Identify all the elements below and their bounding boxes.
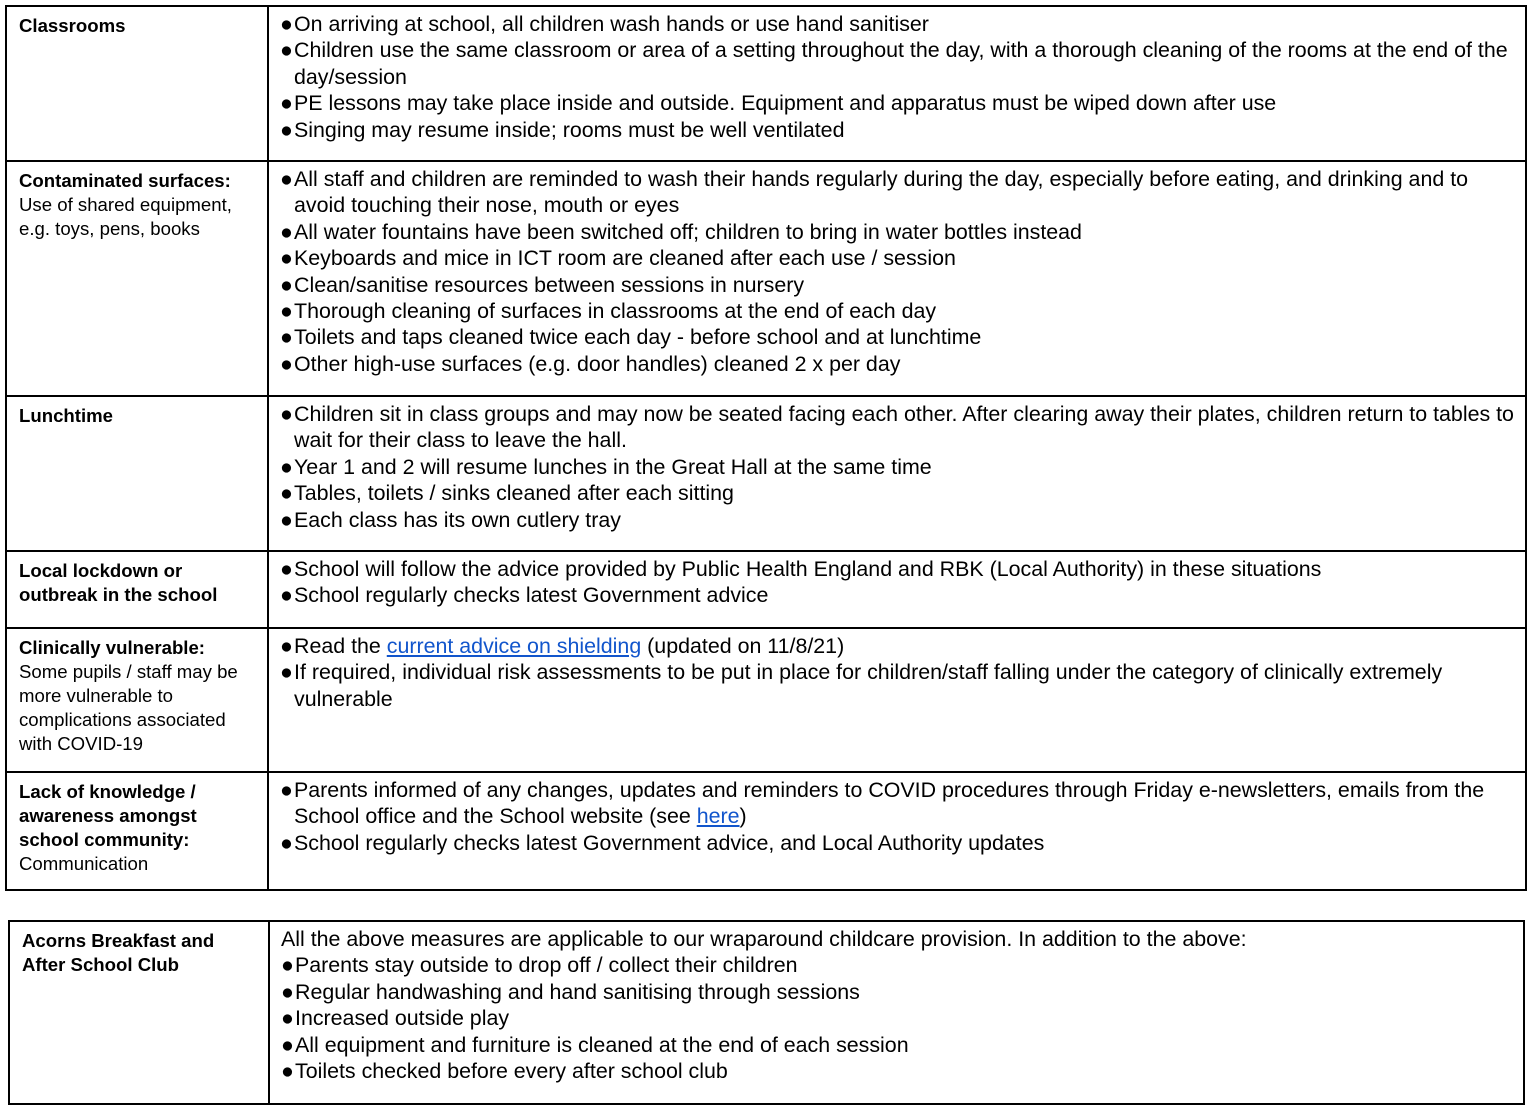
measure-item: [280, 166, 1517, 219]
measure-text: Children sit in class groups and may now be seated facing each other. After clearing away their plates, children return to tables to wait for their class to leave the hall.: [294, 402, 1514, 453]
measure-text: School regularly checks latest Government advice, and Local Authority updates: [294, 830, 1045, 855]
bullet-icon: ●: [280, 117, 293, 142]
row-acorns-club: [9, 921, 1524, 1104]
bullet-icon: ●: [280, 325, 293, 350]
measure-text: (updated on 11/8/21): [641, 634, 845, 658]
measures-list-acorns-club: [281, 952, 1515, 1084]
bullet-icon: ●: [280, 481, 293, 506]
area-cell-lack-of-knowledge: [6, 772, 268, 890]
measure-text: Parents stay outside to drop off / collect their children: [295, 953, 798, 978]
area-title-classrooms: Classrooms: [19, 15, 126, 36]
row-lunchtime: [6, 396, 1526, 551]
bullet-icon: ●: [280, 351, 293, 376]
row-local-lockdown: [6, 551, 1526, 628]
bullet-icon: ●: [280, 507, 293, 532]
measure-item: [280, 401, 1517, 454]
measure-item: [281, 1005, 1515, 1031]
measure-item: [281, 1058, 1515, 1084]
measure-text: Tables, toilets / sinks cleaned after each sitting: [294, 481, 734, 506]
row-lack-of-knowledge: [6, 772, 1526, 890]
measure-text: All equipment and furniture is cleaned at the end of each session: [295, 1032, 909, 1057]
measure-text: Clean/sanitise resources between sessions in nursery: [294, 272, 805, 297]
measures-cell-clinically-vulnerable: [268, 628, 1526, 772]
area-title-clinically-vulnerable: Clinically vulnerable:: [19, 637, 206, 658]
measure-text: Keyboards and mice in ICT room are cleaned after each use / session: [294, 246, 956, 271]
bullet-icon: ●: [281, 1006, 294, 1031]
measure-item: [280, 777, 1517, 830]
measure-item: [280, 830, 1517, 856]
bullet-icon: ●: [280, 12, 293, 36]
measures-cell-lunchtime: [268, 396, 1526, 551]
bullet-icon: ●: [280, 778, 293, 802]
measure-text: Other high-use surfaces (e.g. door handles) cleaned 2 x per day: [294, 351, 901, 376]
measure-text: PE lessons may take place inside and outside. Equipment and apparatus must be wiped down after use: [294, 91, 1277, 116]
measures-cell-lack-of-knowledge: [268, 772, 1526, 890]
measure-item: [280, 324, 1517, 350]
measure-item: [280, 659, 1517, 712]
measure-text: All water fountains have been switched off; children to bring in water bottles instead: [294, 219, 1082, 244]
measures-list-lack-of-knowledge: [280, 777, 1517, 856]
bullet-icon: ●: [280, 91, 293, 116]
bullet-icon: ●: [280, 660, 293, 685]
measure-text: All staff and children are reminded to wash their hands regularly during the day, especially before eating, and drinking and to avoid touching their nose, mouth or eyes: [294, 167, 1469, 218]
measure-item: [280, 454, 1517, 480]
measure-item: [280, 245, 1517, 271]
measure-item: [280, 272, 1517, 298]
measure-text: If required, individual risk assessments to be put in place for children/staff falling under the category of clinically extremely vulnerable: [294, 660, 1443, 711]
measure-item: [281, 979, 1515, 1005]
measures-list-clinically-vulnerable: [280, 633, 1517, 712]
area-cell-acorns-club: [9, 921, 269, 1104]
bullet-icon: ●: [280, 272, 293, 297]
measures-list-lunchtime: [280, 401, 1517, 533]
measure-item: [280, 298, 1517, 324]
area-cell-clinically-vulnerable: [6, 628, 268, 772]
measure-text: Regular handwashing and hand sanitising through sessions: [295, 979, 860, 1004]
measure-text: On arriving at school, all children wash hands or use hand sanitiser: [294, 12, 929, 36]
bullet-icon: ●: [280, 583, 293, 608]
measures-cell-acorns-club: [269, 921, 1524, 1104]
measures-list-classrooms: [280, 11, 1517, 143]
bullet-icon: ●: [281, 979, 294, 1004]
area-title-lunchtime: Lunchtime: [19, 405, 114, 426]
measure-text: Toilets and taps cleaned twice each day - before school and at lunchtime: [294, 325, 982, 350]
area-cell-local-lockdown: [6, 551, 268, 628]
measure-text: School will follow the advice provided by Public Health England and RBK (Local Authority) in these situations: [294, 557, 1322, 581]
area-detail-clinically-vulnerable: Some pupils / staff may be more vulnerable to complications associated with COVID-19: [19, 661, 238, 754]
measure-item: [280, 351, 1517, 377]
area-cell-classrooms: [6, 6, 268, 161]
area-cell-lunchtime: [6, 396, 268, 551]
measure-item: [280, 582, 1517, 608]
measure-item: [281, 952, 1515, 978]
measure-text: Toilets checked before every after school club: [295, 1059, 728, 1084]
area-detail-lack-of-knowledge: Communication: [19, 853, 149, 874]
bullet-icon: ●: [281, 1059, 294, 1084]
school-website-link[interactable]: here: [696, 804, 740, 829]
measure-text: Increased outside play: [295, 1006, 510, 1031]
measure-item: [281, 1032, 1515, 1058]
area-title-contaminated-surfaces: Contaminated surfaces:: [19, 170, 231, 191]
measure-text: Year 1 and 2 will resume lunches in the Great Hall at the same time: [294, 454, 932, 479]
measure-text: Read the: [294, 634, 387, 658]
measure-item: [280, 117, 1517, 143]
measure-text: School regularly checks latest Government advice: [294, 583, 769, 608]
bullet-icon: ●: [281, 1032, 294, 1057]
measure-item: [280, 480, 1517, 506]
bullet-icon: ●: [280, 246, 293, 271]
bullet-icon: ●: [280, 219, 293, 244]
measure-item: [280, 556, 1517, 582]
acorns-intro-text: All the above measures are applicable to our wraparound childcare provision. In addition to the above:: [281, 927, 1247, 951]
row-classrooms: [6, 6, 1526, 161]
measure-text: Children use the same classroom or area of a setting throughout the day, with a thorough cleaning of the rooms at the end of the day/session: [294, 38, 1508, 89]
measures-cell-contaminated-surfaces: [268, 161, 1526, 396]
row-clinically-vulnerable: [6, 628, 1526, 772]
measure-text: ): [739, 804, 747, 829]
bullet-icon: ●: [280, 557, 293, 581]
bullet-icon: ●: [280, 402, 293, 426]
acorns-club-table: [8, 920, 1525, 1105]
bullet-icon: ●: [280, 634, 293, 658]
measure-item: [280, 633, 1517, 659]
measure-text: Thorough cleaning of surfaces in classrooms at the end of each day: [294, 299, 937, 324]
measures-list-local-lockdown: [280, 556, 1517, 609]
measures-cell-local-lockdown: [268, 551, 1526, 628]
area-title-acorns-club: Acorns Breakfast and After School Club: [22, 930, 215, 975]
measure-text: Parents informed of any changes, updates and reminders to COVID procedures through Friday e-newsletters, emails from the School office and the School website (see: [294, 778, 1485, 829]
bullet-icon: ●: [280, 830, 293, 855]
measure-item: [280, 37, 1517, 90]
bullet-icon: ●: [280, 167, 293, 191]
measure-item: [280, 507, 1517, 533]
measure-item: [280, 90, 1517, 116]
measure-text: Singing may resume inside; rooms must be well ventilated: [294, 117, 845, 142]
area-title-local-lockdown: Local lockdown or outbreak in the school: [19, 560, 218, 605]
bullet-icon: ●: [280, 299, 293, 324]
area-detail-contaminated-surfaces: Use of shared equipment, e.g. toys, pens, books: [19, 194, 232, 239]
bullet-icon: ●: [280, 454, 293, 479]
area-title-lack-of-knowledge: Lack of knowledge / awareness amongst school community:: [19, 781, 197, 850]
measures-cell-classrooms: [268, 6, 1526, 161]
bullet-icon: ●: [281, 953, 294, 978]
row-contaminated-surfaces: [6, 161, 1526, 396]
measures-list-contaminated-surfaces: [280, 166, 1517, 377]
bullet-icon: ●: [280, 38, 293, 63]
measure-item: [280, 219, 1517, 245]
shielding-advice-link[interactable]: current advice on shielding: [386, 634, 642, 658]
risk-assessment-table: [5, 5, 1527, 891]
area-cell-contaminated-surfaces: [6, 161, 268, 396]
measure-item: [280, 11, 1517, 37]
measure-text: Each class has its own cutlery tray: [294, 507, 621, 532]
